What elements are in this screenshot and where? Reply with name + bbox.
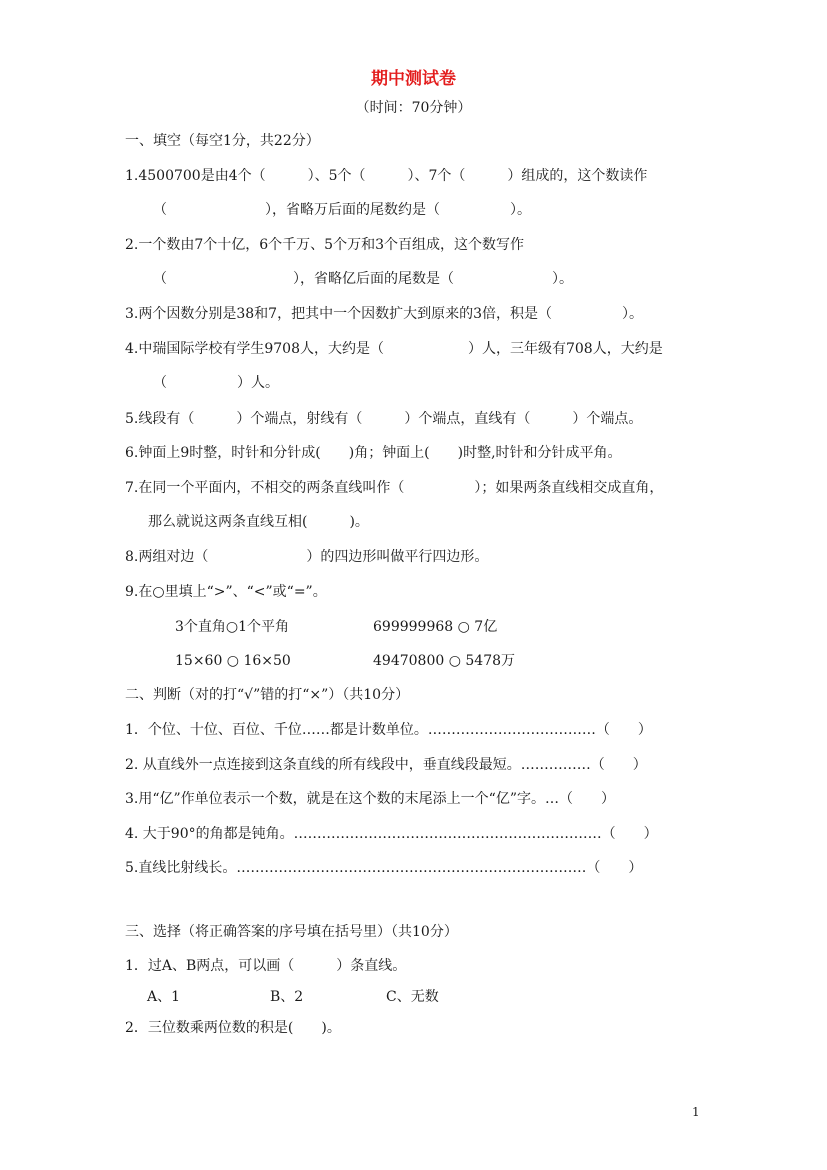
question-line: 9.在○里填上“>”、“<”或“=”。: [125, 584, 327, 600]
choice-option: A、1: [147, 989, 181, 1005]
question-line: 2.一个数由7个十亿，6个千万、5个万和3个百组成，这个数写作: [125, 237, 524, 253]
judge-item: 3.用“亿”作单位表示一个数，就是在这个数的末尾添上一个“亿”字。…（ ）: [125, 791, 615, 807]
question-line: 4.中瑞国际学校有学生9708人，大约是（ ）人，三年级有708人，大约是: [125, 341, 663, 357]
question-line: （ ）人。: [153, 375, 279, 391]
judge-item: 5.直线比射线长。…………………………………………………………………（ ）: [125, 860, 643, 876]
section-heading-fill-blank: 一、填空（每空1分，共22分）: [125, 133, 320, 149]
question-line: （ ），省略亿后面的尾数是（ ）。: [153, 271, 573, 287]
choice-question: 2．三位数乘两位数的积是( )。: [125, 1020, 341, 1036]
compare-item: 3个直角○1个平角: [175, 619, 290, 635]
compare-item: 49470800 ○ 5478万: [373, 653, 516, 669]
question-line: 6.钟面上9时整，时针和分针成( )角；钟面上( )时整,时针和分针成平角。: [125, 445, 622, 461]
question-line: （ ），省略万后面的尾数约是（ ）。: [153, 202, 531, 218]
question-line: 那么就说这两条直线互相( )。: [148, 514, 369, 530]
page-title: 期中测试卷: [371, 69, 456, 89]
compare-item: 15×60 ○ 16×50: [175, 653, 291, 669]
question-line: 1.4500700是由4个（ ）、5个（ ）、7个（ ）组成的，这个数读作: [125, 168, 648, 184]
section-heading-true-false: 二、判断（对的打“√”错的打“×”）（共10分）: [125, 687, 410, 703]
judge-item: 4. 大于90°的角都是钝角。…………………………………………………………（ ）: [125, 826, 658, 842]
judge-item: 1．个位、十位、百位、千位……都是计数单位。………………………………（ ）: [125, 722, 652, 738]
compare-item: 699999968 ○ 7亿: [373, 619, 498, 635]
choice-option: B、2: [270, 989, 304, 1005]
exam-time: （时间：70分钟）: [355, 100, 472, 116]
judge-item: 2. 从直线外一点连接到这条直线的所有线段中，垂直线段最短。……………（ ）: [125, 757, 647, 773]
choice-option: C、无数: [386, 989, 439, 1005]
section-heading-choice: 三、选择（将正确答案的序号填在括号里）（共10分）: [125, 924, 458, 940]
question-line: 7.在同一个平面内，不相交的两条直线叫作（ ）；如果两条直线相交成直角，: [125, 480, 664, 496]
question-line: 8.两组对边（ ）的四边形叫做平行四边形。: [125, 549, 489, 565]
question-line: 3.两个因数分别是38和7，把其中一个因数扩大到原来的3倍，积是（ ）。: [125, 306, 643, 322]
page-number: 1: [692, 1105, 700, 1119]
question-line: 5.线段有（ ）个端点，射线有（ ）个端点，直线有（ ）个端点。: [125, 411, 643, 427]
choice-question: 1．过A、B两点，可以画（ ）条直线。: [125, 958, 407, 974]
